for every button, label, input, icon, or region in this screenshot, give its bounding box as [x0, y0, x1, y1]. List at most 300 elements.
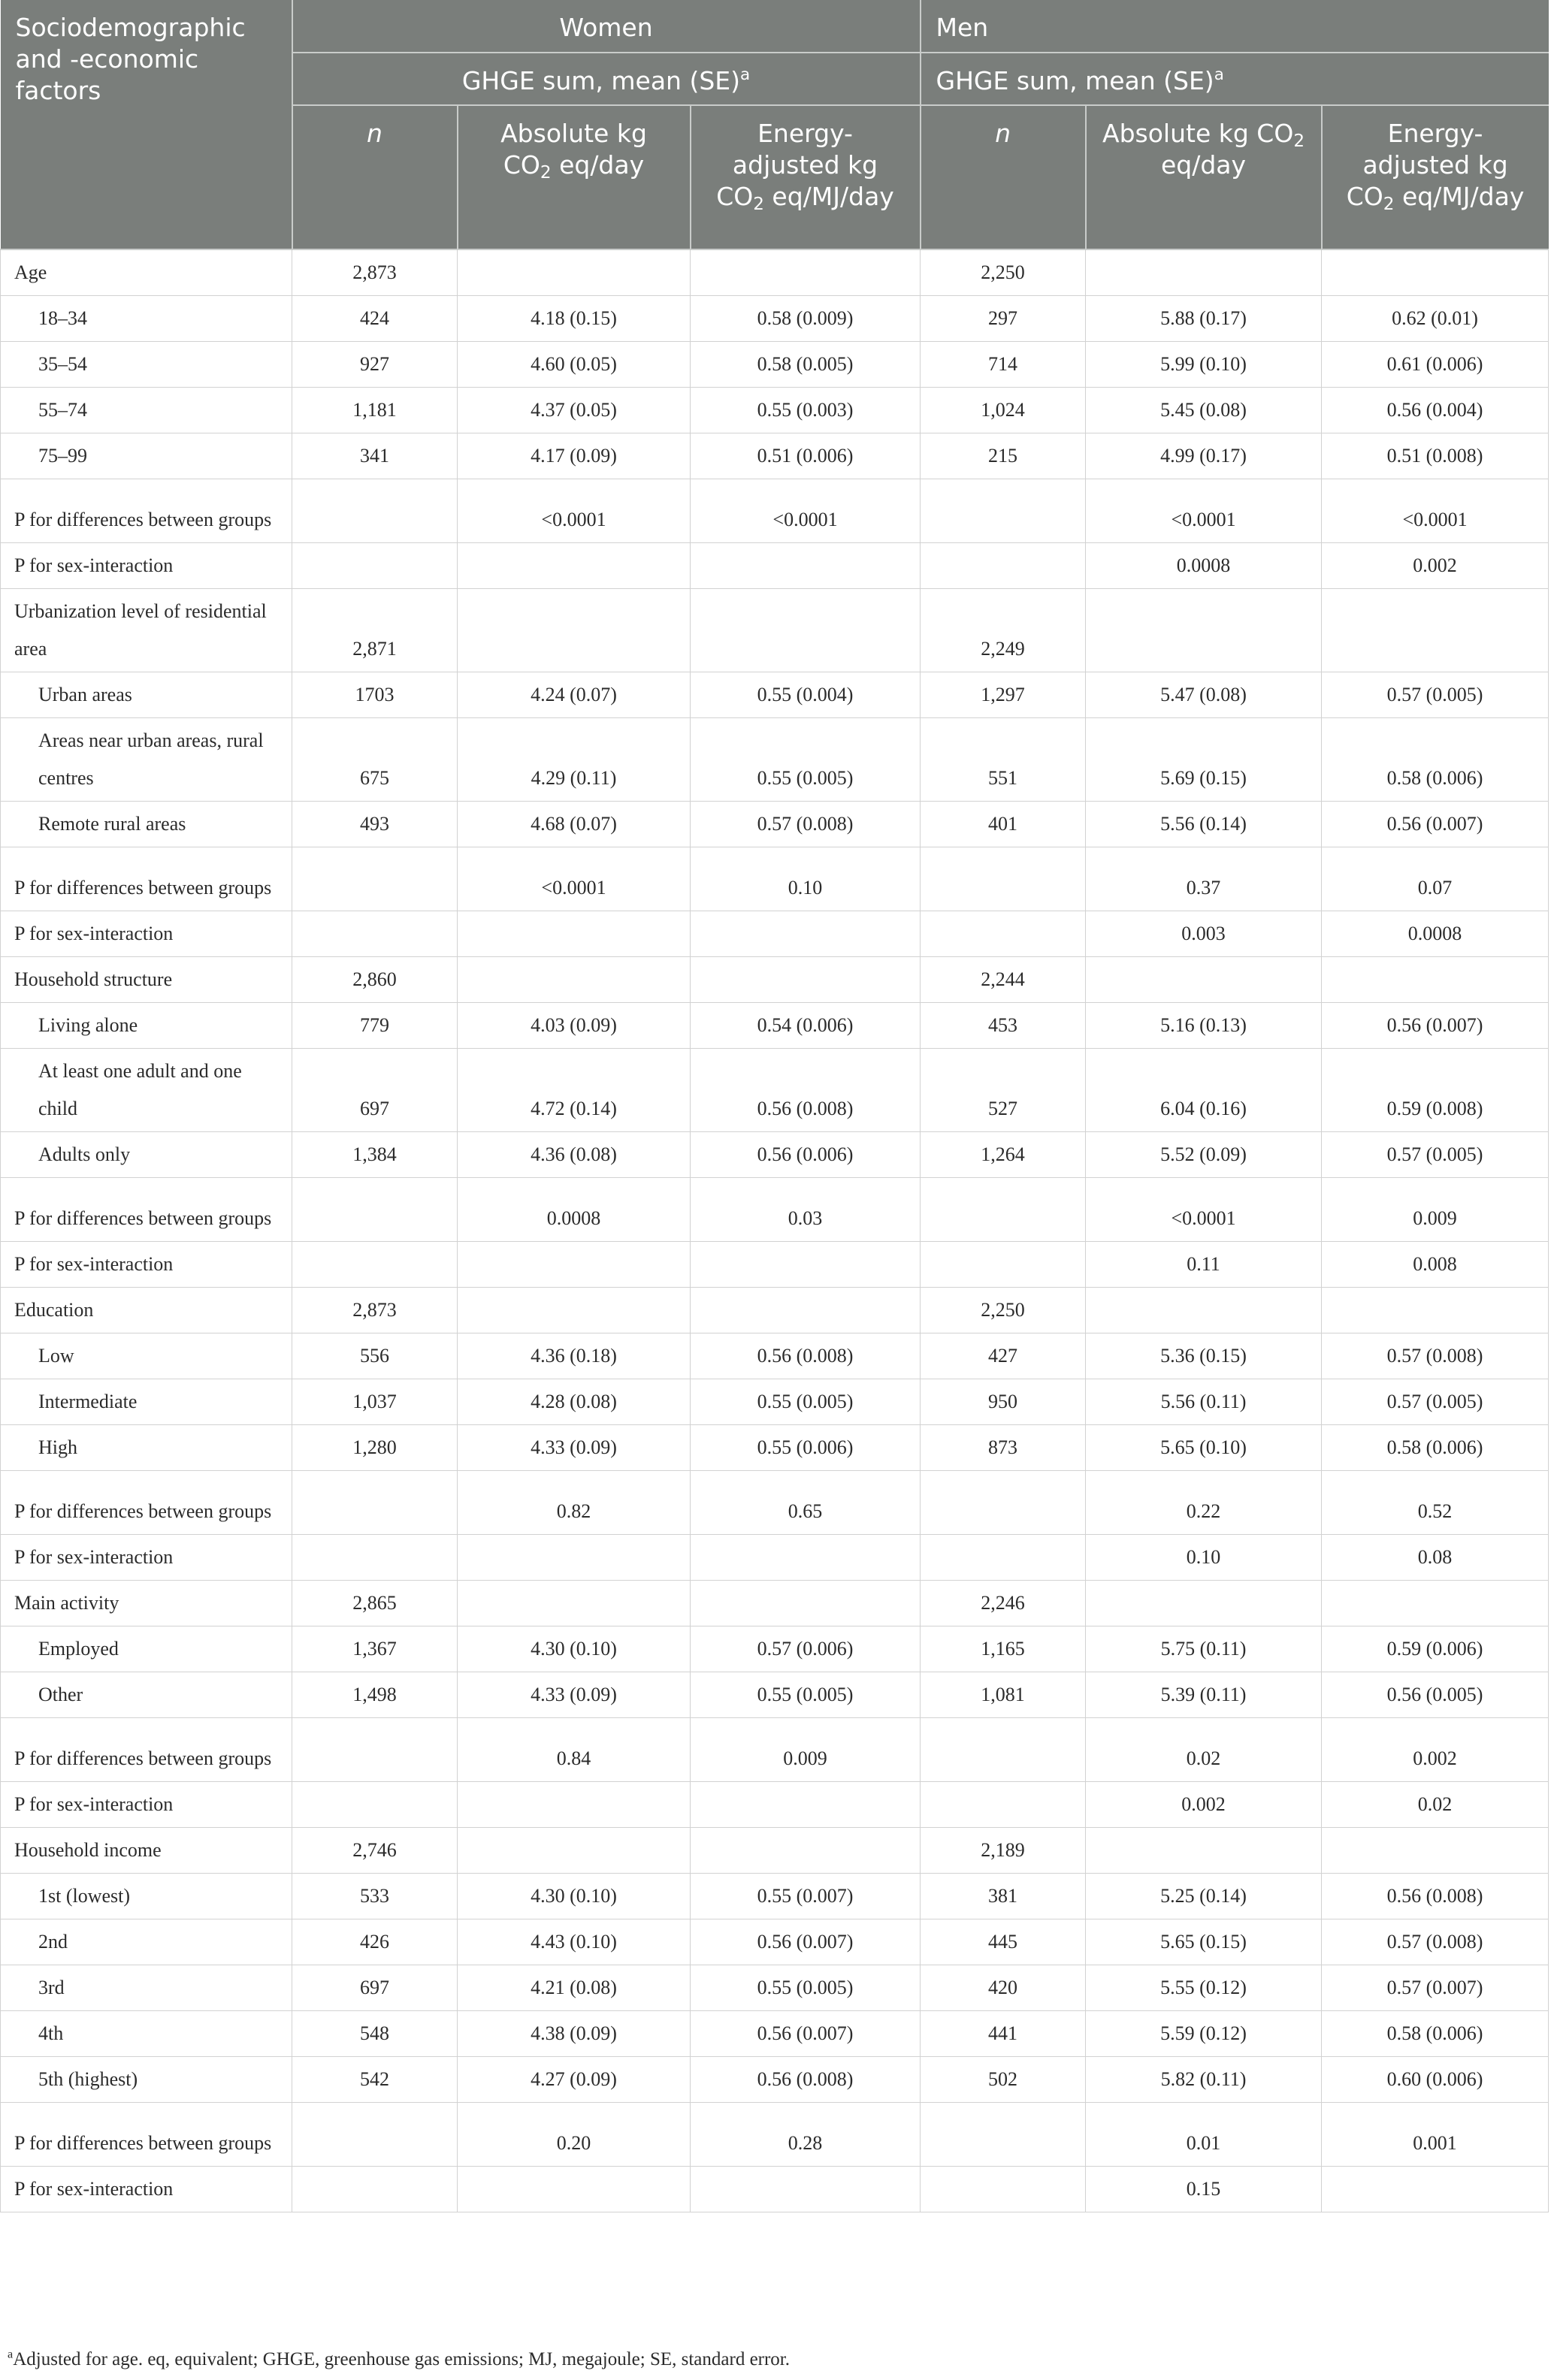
women-energy-cell — [691, 589, 921, 672]
women-energy-cell — [691, 1581, 921, 1626]
men-n-cell: 502 — [921, 2057, 1086, 2103]
row-label: Urban areas — [1, 672, 292, 718]
men-n-cell: 401 — [921, 802, 1086, 847]
row-label: 3rd — [1, 1965, 292, 2011]
women-energy-cell — [691, 543, 921, 589]
men-energy-cell: 0.57 (0.008) — [1322, 1333, 1549, 1379]
group-header-row — [1, 1581, 1549, 1626]
women-energy-cell: 0.55 (0.005) — [691, 1965, 921, 2011]
men-absolute-cell: 0.003 — [1086, 911, 1322, 957]
group-header-row — [1, 957, 1549, 1003]
men-energy-cell — [1322, 1581, 1549, 1626]
men-absolute-cell: <0.0001 — [1086, 479, 1322, 543]
row-label: P for sex-interaction — [1, 1242, 292, 1288]
row-label: P for sex-interaction — [1, 2167, 292, 2212]
p-differences-row — [1, 1718, 1549, 1782]
table-row — [1, 1874, 1549, 1919]
women-n-cell: 2,873 — [292, 249, 458, 296]
table-row — [1, 1132, 1549, 1178]
p-sex-interaction-row — [1, 1535, 1549, 1581]
women-n-cell: 533 — [292, 1874, 458, 1919]
row-label: P for sex-interaction — [1, 911, 292, 957]
women-absolute-cell: <0.0001 — [458, 847, 691, 911]
men-absolute-cell: 0.15 — [1086, 2167, 1322, 2212]
women-energy-cell: 0.58 (0.005) — [691, 342, 921, 388]
row-label: Intermediate — [1, 1379, 292, 1425]
row-label: Employed — [1, 1626, 292, 1672]
men-energy-cell: 0.07 — [1322, 847, 1549, 911]
women-energy-cell: 0.03 — [691, 1178, 921, 1242]
women-absolute-cell: <0.0001 — [458, 479, 691, 543]
row-label: 1st (lowest) — [1, 1874, 292, 1919]
table-row — [1, 296, 1549, 342]
p-differences-row — [1, 2103, 1549, 2167]
women-absolute-cell — [458, 957, 691, 1003]
women-energy-cell: 0.55 (0.007) — [691, 1874, 921, 1919]
row-label: 18–34 — [1, 296, 292, 342]
women-absolute-cell — [458, 543, 691, 589]
men-group-header: Men — [921, 0, 1549, 53]
women-n-cell: 341 — [292, 433, 458, 479]
women-absolute-cell: 4.68 (0.07) — [458, 802, 691, 847]
women-energy-cell — [691, 1782, 921, 1828]
table-row — [1, 1379, 1549, 1425]
women-energy-cell: 0.10 — [691, 847, 921, 911]
women-absolute-cell — [458, 589, 691, 672]
men-n-cell: 427 — [921, 1333, 1086, 1379]
p-sex-interaction-row — [1, 2167, 1549, 2212]
men-n-cell — [921, 1782, 1086, 1828]
men-absolute-cell: 4.99 (0.17) — [1086, 433, 1322, 479]
men-absolute-cell: 0.02 — [1086, 1718, 1322, 1782]
women-n-cell: 927 — [292, 342, 458, 388]
women-n-cell: 1,037 — [292, 1379, 458, 1425]
men-energy-cell: 0.58 (0.006) — [1322, 2011, 1549, 2057]
women-absolute-cell — [458, 1535, 691, 1581]
women-absolute-cell — [458, 911, 691, 957]
women-n-cell — [292, 1535, 458, 1581]
men-absolute-cell: 5.59 (0.12) — [1086, 2011, 1322, 2057]
men-n-cell: 2,250 — [921, 1288, 1086, 1333]
table-row — [1, 802, 1549, 847]
men-n-cell: 2,244 — [921, 957, 1086, 1003]
men-n-cell — [921, 847, 1086, 911]
row-label: 35–54 — [1, 342, 292, 388]
men-n-cell: 215 — [921, 433, 1086, 479]
p-sex-interaction-row — [1, 1242, 1549, 1288]
women-n-cell — [292, 2103, 458, 2167]
men-energy-cell: 0.58 (0.006) — [1322, 718, 1549, 802]
men-absolute-cell: 5.55 (0.12) — [1086, 1965, 1322, 2011]
group-header-row — [1, 249, 1549, 296]
women-energy-cell: 0.28 — [691, 2103, 921, 2167]
men-energy-cell: 0.56 (0.005) — [1322, 1672, 1549, 1718]
p-sex-interaction-row — [1, 911, 1549, 957]
women-absolute-header: Absolute kg $CO_2$ eq/day — [458, 105, 691, 249]
men-n-cell: 714 — [921, 342, 1086, 388]
men-energy-cell: 0.57 (0.008) — [1322, 1919, 1549, 1965]
men-energy-cell: 0.51 (0.008) — [1322, 433, 1549, 479]
p-sex-interaction-row — [1, 543, 1549, 589]
women-absolute-cell: 0.82 — [458, 1471, 691, 1535]
women-n-cell: 697 — [292, 1965, 458, 2011]
men-n-cell: 381 — [921, 1874, 1086, 1919]
women-absolute-cell: 4.37 (0.05) — [458, 388, 691, 433]
women-n-cell: 675 — [292, 718, 458, 802]
men-absolute-cell: 5.36 (0.15) — [1086, 1333, 1322, 1379]
men-energy-cell: 0.57 (0.007) — [1322, 1965, 1549, 2011]
table-row — [1, 433, 1549, 479]
women-energy-cell: 0.55 (0.003) — [691, 388, 921, 433]
women-energy-cell: 0.56 (0.007) — [691, 2011, 921, 2057]
men-n-cell — [921, 1718, 1086, 1782]
women-n-cell: 779 — [292, 1003, 458, 1049]
women-energy-cell: 0.56 (0.008) — [691, 1049, 921, 1132]
women-energy-cell: 0.57 (0.006) — [691, 1626, 921, 1672]
women-n-cell: 493 — [292, 802, 458, 847]
men-n-cell: 453 — [921, 1003, 1086, 1049]
men-energy-cell: 0.62 (0.01) — [1322, 296, 1549, 342]
men-n-cell: 950 — [921, 1379, 1086, 1425]
men-n-cell — [921, 479, 1086, 543]
men-absolute-cell: 5.69 (0.15) — [1086, 718, 1322, 802]
women-energy-cell — [691, 957, 921, 1003]
men-absolute-cell: 5.82 (0.11) — [1086, 2057, 1322, 2103]
women-n-cell — [292, 911, 458, 957]
men-energy-cell: 0.56 (0.007) — [1322, 802, 1549, 847]
men-n-cell — [921, 1242, 1086, 1288]
women-absolute-cell — [458, 1828, 691, 1874]
women-n-cell: 2,871 — [292, 589, 458, 672]
men-absolute-cell — [1086, 1288, 1322, 1333]
women-absolute-cell: 0.0008 — [458, 1178, 691, 1242]
table-row — [1, 342, 1549, 388]
row-label: P for differences between groups — [1, 1471, 292, 1535]
men-absolute-cell: 5.25 (0.14) — [1086, 1874, 1322, 1919]
women-energy-cell — [691, 1535, 921, 1581]
women-n-cell: 2,865 — [292, 1581, 458, 1626]
men-n-cell: 445 — [921, 1919, 1086, 1965]
women-absolute-cell: 4.30 (0.10) — [458, 1874, 691, 1919]
women-n-cell — [292, 1471, 458, 1535]
men-n-cell: 1,024 — [921, 388, 1086, 433]
men-energy-cell: 0.56 (0.008) — [1322, 1874, 1549, 1919]
men-absolute-cell: 5.56 (0.14) — [1086, 802, 1322, 847]
men-absolute-cell: 5.65 (0.10) — [1086, 1425, 1322, 1471]
women-energy-cell: 0.65 — [691, 1471, 921, 1535]
women-energy-cell: 0.58 (0.009) — [691, 296, 921, 342]
women-absolute-cell: 4.17 (0.09) — [458, 433, 691, 479]
men-absolute-cell: 5.16 (0.13) — [1086, 1003, 1322, 1049]
men-absolute-cell — [1086, 1581, 1322, 1626]
men-energy-cell: 0.56 (0.007) — [1322, 1003, 1549, 1049]
men-absolute-cell — [1086, 1828, 1322, 1874]
men-absolute-cell: 0.002 — [1086, 1782, 1322, 1828]
men-energy-cell — [1322, 1828, 1549, 1874]
men-energy-cell — [1322, 957, 1549, 1003]
men-absolute-cell: 6.04 (0.16) — [1086, 1049, 1322, 1132]
men-n-cell: 441 — [921, 2011, 1086, 2057]
men-n-cell: 297 — [921, 296, 1086, 342]
women-n-cell: 1,367 — [292, 1626, 458, 1672]
men-absolute-cell: 5.99 (0.10) — [1086, 342, 1322, 388]
row-label: Household income — [1, 1828, 292, 1874]
row-label: P for differences between groups — [1, 2103, 292, 2167]
men-energy-cell: 0.56 (0.004) — [1322, 388, 1549, 433]
women-n-header: n — [292, 105, 458, 249]
women-energy-cell: 0.56 (0.008) — [691, 1333, 921, 1379]
women-absolute-cell: 4.28 (0.08) — [458, 1379, 691, 1425]
men-energy-cell: 0.08 — [1322, 1535, 1549, 1581]
women-absolute-cell: 4.24 (0.07) — [458, 672, 691, 718]
row-label: P for sex-interaction — [1, 543, 292, 589]
women-energy-cell: 0.55 (0.005) — [691, 718, 921, 802]
men-absolute-cell: 5.88 (0.17) — [1086, 296, 1322, 342]
men-absolute-cell: 5.47 (0.08) — [1086, 672, 1322, 718]
women-n-cell: 2,860 — [292, 957, 458, 1003]
factor-column-header: Sociodemographic and -economic factors — [1, 0, 292, 249]
table-row — [1, 1425, 1549, 1471]
men-energy-cell — [1322, 2167, 1549, 2212]
men-n-cell — [921, 543, 1086, 589]
women-n-cell: 426 — [292, 1919, 458, 1965]
row-label: Other — [1, 1672, 292, 1718]
p-sex-interaction-row — [1, 1782, 1549, 1828]
men-energy-cell: 0.59 (0.008) — [1322, 1049, 1549, 1132]
table-row — [1, 1003, 1549, 1049]
women-absolute-cell — [458, 2167, 691, 2212]
women-absolute-cell: 4.43 (0.10) — [458, 1919, 691, 1965]
men-absolute-cell: 5.75 (0.11) — [1086, 1626, 1322, 1672]
row-label: Household structure — [1, 957, 292, 1003]
women-absolute-cell: 4.03 (0.09) — [458, 1003, 691, 1049]
row-label: P for sex-interaction — [1, 1782, 292, 1828]
women-energy-cell: 0.56 (0.008) — [691, 2057, 921, 2103]
row-label: Areas near urban areas, rural centres — [1, 718, 292, 802]
men-n-cell: 1,297 — [921, 672, 1086, 718]
men-n-header: n — [921, 105, 1086, 249]
men-energy-cell — [1322, 589, 1549, 672]
men-absolute-cell: 5.52 (0.09) — [1086, 1132, 1322, 1178]
table-row — [1, 388, 1549, 433]
table-row — [1, 1333, 1549, 1379]
row-label: At least one adult and one child — [1, 1049, 292, 1132]
row-label: 75–99 — [1, 433, 292, 479]
women-energy-cell: 0.55 (0.005) — [691, 1379, 921, 1425]
men-energy-cell: 0.52 — [1322, 1471, 1549, 1535]
women-energy-cell: <0.0001 — [691, 479, 921, 543]
women-n-cell: 2,873 — [292, 1288, 458, 1333]
men-absolute-cell: 5.56 (0.11) — [1086, 1379, 1322, 1425]
women-absolute-cell: 4.33 (0.09) — [458, 1672, 691, 1718]
men-energy-cell: 0.002 — [1322, 1718, 1549, 1782]
women-absolute-cell: 4.72 (0.14) — [458, 1049, 691, 1132]
women-n-cell: 424 — [292, 296, 458, 342]
women-n-cell: 1,280 — [292, 1425, 458, 1471]
men-energy-cell: 0.57 (0.005) — [1322, 1132, 1549, 1178]
men-n-cell: 1,264 — [921, 1132, 1086, 1178]
women-absolute-cell — [458, 1288, 691, 1333]
men-absolute-cell — [1086, 957, 1322, 1003]
men-energy-cell: <0.0001 — [1322, 479, 1549, 543]
men-absolute-cell: 0.01 — [1086, 2103, 1322, 2167]
row-label: P for differences between groups — [1, 479, 292, 543]
men-energy-cell: 0.57 (0.005) — [1322, 1379, 1549, 1425]
women-energy-header: Energy-adjusted kg $CO_2$ eq/MJ/day — [691, 105, 921, 249]
men-energy-cell: 0.60 (0.006) — [1322, 2057, 1549, 2103]
women-absolute-cell: 4.60 (0.05) — [458, 342, 691, 388]
men-n-cell — [921, 911, 1086, 957]
women-energy-cell: 0.009 — [691, 1718, 921, 1782]
women-n-cell — [292, 847, 458, 911]
women-energy-cell: 0.51 (0.006) — [691, 433, 921, 479]
women-absolute-cell — [458, 249, 691, 296]
men-n-cell: 1,165 — [921, 1626, 1086, 1672]
table-row — [1, 1626, 1549, 1672]
women-absolute-cell: 4.30 (0.10) — [458, 1626, 691, 1672]
men-ghge-header: GHGE sum, mean (SE)$^a$ — [921, 53, 1549, 105]
men-absolute-cell: 5.65 (0.15) — [1086, 1919, 1322, 1965]
men-energy-cell: 0.59 (0.006) — [1322, 1626, 1549, 1672]
women-n-cell — [292, 1178, 458, 1242]
men-n-cell — [921, 1178, 1086, 1242]
women-n-cell: 556 — [292, 1333, 458, 1379]
women-n-cell: 542 — [292, 2057, 458, 2103]
men-energy-cell — [1322, 1288, 1549, 1333]
women-n-cell: 1703 — [292, 672, 458, 718]
men-absolute-cell: 0.22 — [1086, 1471, 1322, 1535]
women-absolute-cell: 0.84 — [458, 1718, 691, 1782]
men-n-cell — [921, 1471, 1086, 1535]
men-n-cell: 2,250 — [921, 249, 1086, 296]
men-energy-cell — [1322, 249, 1549, 296]
men-absolute-cell — [1086, 249, 1322, 296]
men-energy-cell: 0.008 — [1322, 1242, 1549, 1288]
row-label: Education — [1, 1288, 292, 1333]
row-label: High — [1, 1425, 292, 1471]
women-energy-cell: 0.57 (0.008) — [691, 802, 921, 847]
women-absolute-cell — [458, 1581, 691, 1626]
women-n-cell — [292, 2167, 458, 2212]
women-n-cell — [292, 1242, 458, 1288]
table-row — [1, 1965, 1549, 2011]
men-energy-header: Energy-adjusted kg $CO_2$ eq/MJ/day — [1322, 105, 1549, 249]
row-label: Main activity — [1, 1581, 292, 1626]
women-n-cell: 1,498 — [292, 1672, 458, 1718]
men-absolute-header: Absolute kg $CO_2$ eq/day — [1086, 105, 1322, 249]
row-label: 55–74 — [1, 388, 292, 433]
men-energy-cell: 0.58 (0.006) — [1322, 1425, 1549, 1471]
men-energy-cell: 0.0008 — [1322, 911, 1549, 957]
row-label: 2nd — [1, 1919, 292, 1965]
row-label: 5th (highest) — [1, 2057, 292, 2103]
row-label: 4th — [1, 2011, 292, 2057]
row-label: Living alone — [1, 1003, 292, 1049]
group-header-row — [1, 589, 1549, 672]
women-ghge-header: GHGE sum, mean (SE)$^a$ — [292, 53, 921, 105]
men-absolute-cell: 5.39 (0.11) — [1086, 1672, 1322, 1718]
women-energy-cell: 0.56 (0.006) — [691, 1132, 921, 1178]
women-n-cell — [292, 1782, 458, 1828]
men-n-cell: 420 — [921, 1965, 1086, 2011]
p-differences-row — [1, 847, 1549, 911]
women-energy-cell: 0.56 (0.007) — [691, 1919, 921, 1965]
women-absolute-cell — [458, 1782, 691, 1828]
men-n-cell — [921, 2167, 1086, 2212]
women-n-cell: 548 — [292, 2011, 458, 2057]
table-row — [1, 2057, 1549, 2103]
table-row — [1, 718, 1549, 802]
women-n-cell — [292, 479, 458, 543]
table-row — [1, 672, 1549, 718]
p-differences-row — [1, 479, 1549, 543]
group-header-row — [1, 1288, 1549, 1333]
women-absolute-cell: 0.20 — [458, 2103, 691, 2167]
row-label: Low — [1, 1333, 292, 1379]
women-n-cell: 2,746 — [292, 1828, 458, 1874]
women-absolute-cell: 4.18 (0.15) — [458, 296, 691, 342]
men-n-cell — [921, 2103, 1086, 2167]
women-absolute-cell: 4.36 (0.18) — [458, 1333, 691, 1379]
women-energy-cell — [691, 911, 921, 957]
table-row — [1, 1672, 1549, 1718]
women-energy-cell — [691, 2167, 921, 2212]
women-absolute-cell: 4.21 (0.08) — [458, 1965, 691, 2011]
men-n-cell — [921, 1535, 1086, 1581]
row-label: P for differences between groups — [1, 847, 292, 911]
women-energy-cell: 0.54 (0.006) — [691, 1003, 921, 1049]
row-label: Age — [1, 249, 292, 296]
row-label: Adults only — [1, 1132, 292, 1178]
men-absolute-cell: 0.10 — [1086, 1535, 1322, 1581]
men-energy-cell: 0.02 — [1322, 1782, 1549, 1828]
women-n-cell — [292, 1718, 458, 1782]
men-n-cell: 2,189 — [921, 1828, 1086, 1874]
women-n-cell — [292, 543, 458, 589]
men-absolute-cell: 0.0008 — [1086, 543, 1322, 589]
table-row — [1, 1919, 1549, 1965]
men-absolute-cell — [1086, 589, 1322, 672]
row-label: P for sex-interaction — [1, 1535, 292, 1581]
men-energy-cell: 0.61 (0.006) — [1322, 342, 1549, 388]
p-differences-row — [1, 1471, 1549, 1535]
women-n-cell: 1,384 — [292, 1132, 458, 1178]
women-absolute-cell: 4.33 (0.09) — [458, 1425, 691, 1471]
men-energy-cell: 0.001 — [1322, 2103, 1549, 2167]
men-absolute-cell: 5.45 (0.08) — [1086, 388, 1322, 433]
men-n-cell: 527 — [921, 1049, 1086, 1132]
men-energy-cell: 0.57 (0.005) — [1322, 672, 1549, 718]
row-label: Remote rural areas — [1, 802, 292, 847]
women-absolute-cell: 4.29 (0.11) — [458, 718, 691, 802]
men-n-cell: 1,081 — [921, 1672, 1086, 1718]
women-energy-cell — [691, 1828, 921, 1874]
men-absolute-cell: <0.0001 — [1086, 1178, 1322, 1242]
table-row — [1, 1049, 1549, 1132]
men-n-cell: 2,249 — [921, 589, 1086, 672]
women-n-cell: 1,181 — [292, 388, 458, 433]
row-label: P for differences between groups — [1, 1178, 292, 1242]
women-group-header: Women — [292, 0, 921, 53]
men-energy-cell: 0.002 — [1322, 543, 1549, 589]
men-absolute-cell: 0.37 — [1086, 847, 1322, 911]
women-energy-cell: 0.55 (0.005) — [691, 1672, 921, 1718]
men-energy-cell: 0.009 — [1322, 1178, 1549, 1242]
women-absolute-cell: 4.38 (0.09) — [458, 2011, 691, 2057]
women-absolute-cell — [458, 1242, 691, 1288]
table-body — [1, 249, 1549, 2212]
p-differences-row — [1, 1178, 1549, 1242]
